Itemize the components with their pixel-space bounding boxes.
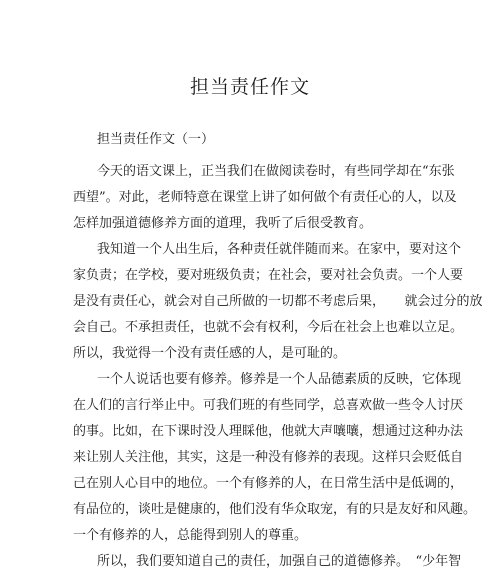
text-line: 一个人说话也要有修养。修养是一个人品德素质的反映，它体现 (97, 372, 462, 387)
text-line: 西望”。对此，老师特意在课堂上讲了如何做个有责任心的人，以及 (73, 190, 457, 205)
text-line: 怎样加强道德修养方面的道理，我听了后很受教育。 (73, 216, 373, 231)
essay-body (73, 159, 483, 575)
text-line: 家负责；在学校，要对班级负责；在社会，要对社会负责。一个人要 (73, 268, 464, 283)
text-line: 今天的语文课上，正当我们在做阅读卷时，有些同学却在“东张 (97, 164, 455, 179)
text-line: 会自己。不承担责任，也就不会有权利，今后在社会上也难以立足。 (73, 320, 464, 335)
essay-subtitle: 担当责任作文（一） (97, 132, 215, 147)
text-line: 所以，我觉得一个没有责任感的人，是可耻的。 (73, 346, 347, 361)
text-line: 来让别人关注他，其实，这是一种没有修养的表现。这样只会贬低自 (73, 450, 464, 465)
document-title: 担当责任作文 (189, 76, 310, 98)
text-line: 的事。比如，在下课时没人理睬他，他就大声嚷嚷，想通过这种办法 (73, 424, 464, 439)
text-line: 所以，我们要知道自己的责任，加强自己的道德修养。 “少年智 (97, 554, 462, 569)
text-line: 一个有修养的人，总能得到别人的尊重。 (73, 528, 308, 543)
text-line: 我知道一个人出生后，各种责任就伴随而来。在家中，要对这个 (97, 242, 462, 257)
text-line: 在人们的言行举止中。可我们班的有些同学，总喜欢做一些令人讨厌 (73, 398, 464, 413)
text-line: 己在别人心目中的地位。一个有修养的人，在日常生活中是低调的， (73, 476, 464, 491)
text-line: 是没有责任心，就会对自己所做的一切都不考虑后果， 就会过分的放 (73, 294, 483, 309)
text-line: 有品位的，谈吐是健康的，他们没有华众取宠，有的只是友好和风趣。 (73, 502, 477, 517)
